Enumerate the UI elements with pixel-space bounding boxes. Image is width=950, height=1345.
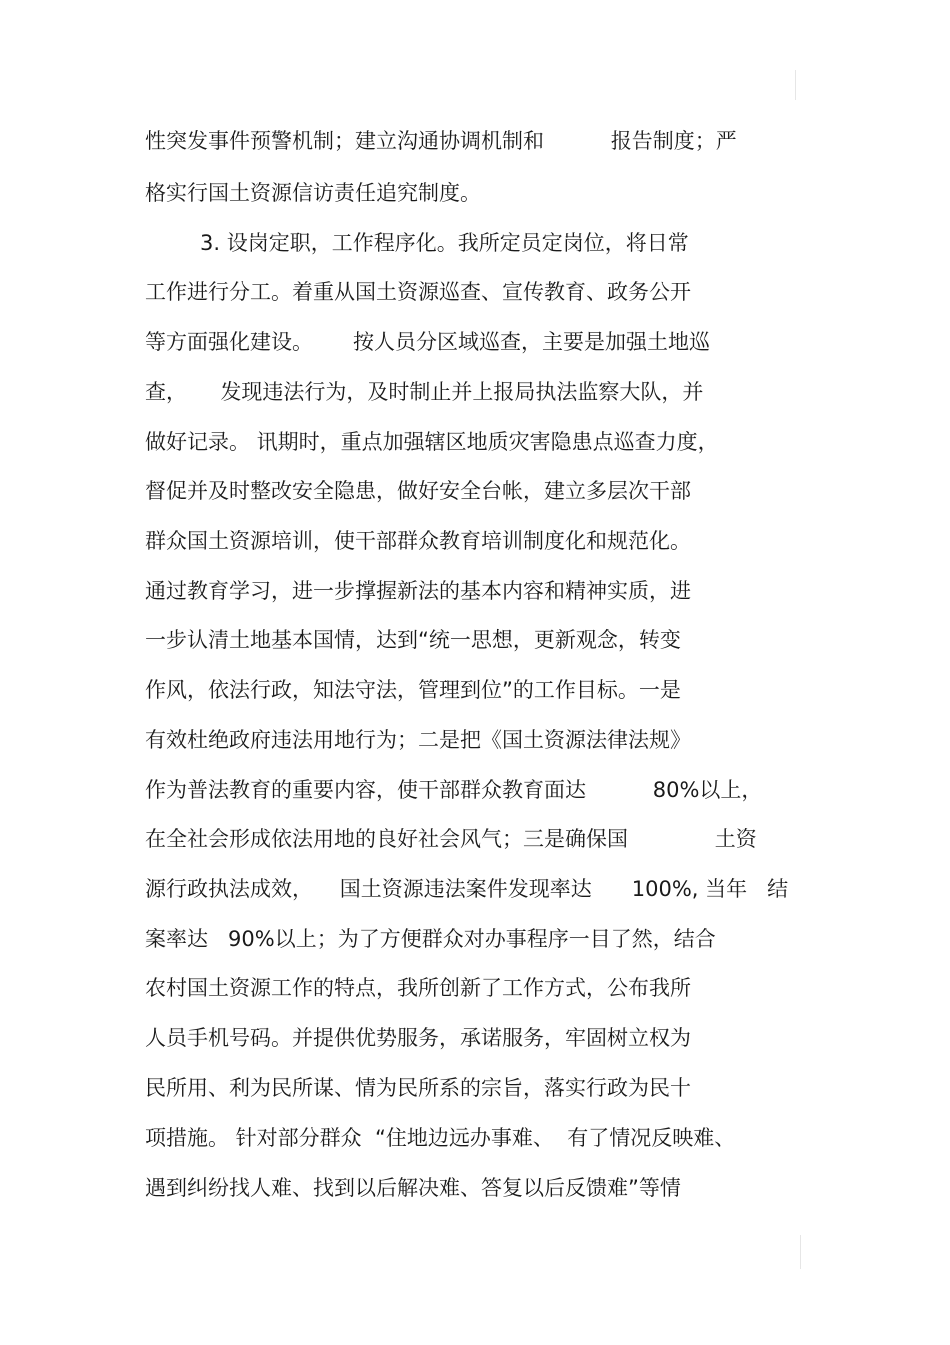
text-line: 通过教育学习，进一步撑握新法的基本内容和精神实质，进 <box>145 579 691 603</box>
text-line: 作为普法教育的重要内容，使干部群众教育面达 80%以上， <box>145 778 763 802</box>
text-line: 工作进行分工。着重从国土资源巡查、宣传教育、政务公开 <box>145 280 691 304</box>
text-line: 督促并及时整改安全隐患，做好安全台帐，建立多层次干部 <box>145 479 691 503</box>
text-line: 格实行国土资源信访责任追究制度。 <box>145 181 481 205</box>
text-line: 人员手机号码。并提供优势服务，承诺服务，牢固树立权为 <box>145 1026 691 1050</box>
top-right-margin-mark <box>795 70 796 100</box>
text-line: 查， 发现违法行为，及时制止并上报局执法监察大队，并 <box>145 380 704 404</box>
text-line: 遇到纠纷找人难、找到以后解决难、答复以后反馈难”等情 <box>145 1176 681 1200</box>
text-line: 在全社会形成依法用地的良好社会风气；三是确保国 土资 <box>145 827 757 851</box>
text-line: 性突发事件预警机制；建立沟通协调机制和 报告制度；严 <box>145 129 737 153</box>
text-line: 农村国土资源工作的特点，我所创新了工作方式，公布我所 <box>145 976 691 1000</box>
text-line: 有效杜绝政府违法用地行为；二是把《国土资源法律法规》 <box>145 728 691 752</box>
text-line: 做好记录。 讯期时，重点加强辖区地质灾害隐患点巡查力度， <box>145 430 719 454</box>
text-line: 等方面强化建设。 按人员分区域巡查，主要是加强土地巡 <box>145 330 711 354</box>
text-line: 案率达 90%以上；为了方便群众对办事程序一目了然，结合 <box>145 927 716 951</box>
text-line: 群众国土资源培训，使干部群众教育培训制度化和规范化。 <box>145 529 691 553</box>
text-line: 源行政执法成效， 国土资源违法案件发现率达 100%, 当年 结 <box>145 877 789 901</box>
text-line: 3. 设岗定职，工作程序化。我所定员定岗位，将日常 <box>200 231 689 255</box>
bottom-right-margin-mark <box>800 1235 801 1269</box>
text-line: 一步认清土地基本国情，达到“统一思想，更新观念，转变 <box>145 628 681 652</box>
text-line: 作风，依法行政，知法守法，管理到位”的工作目标。一是 <box>145 678 681 702</box>
text-line: 项措施。 针对部分群众 “住地边远办事难、 有了情况反映难、 <box>145 1126 736 1150</box>
text-line: 民所用、利为民所谋、情为民所系的宗旨，落实行政为民十 <box>145 1076 691 1100</box>
